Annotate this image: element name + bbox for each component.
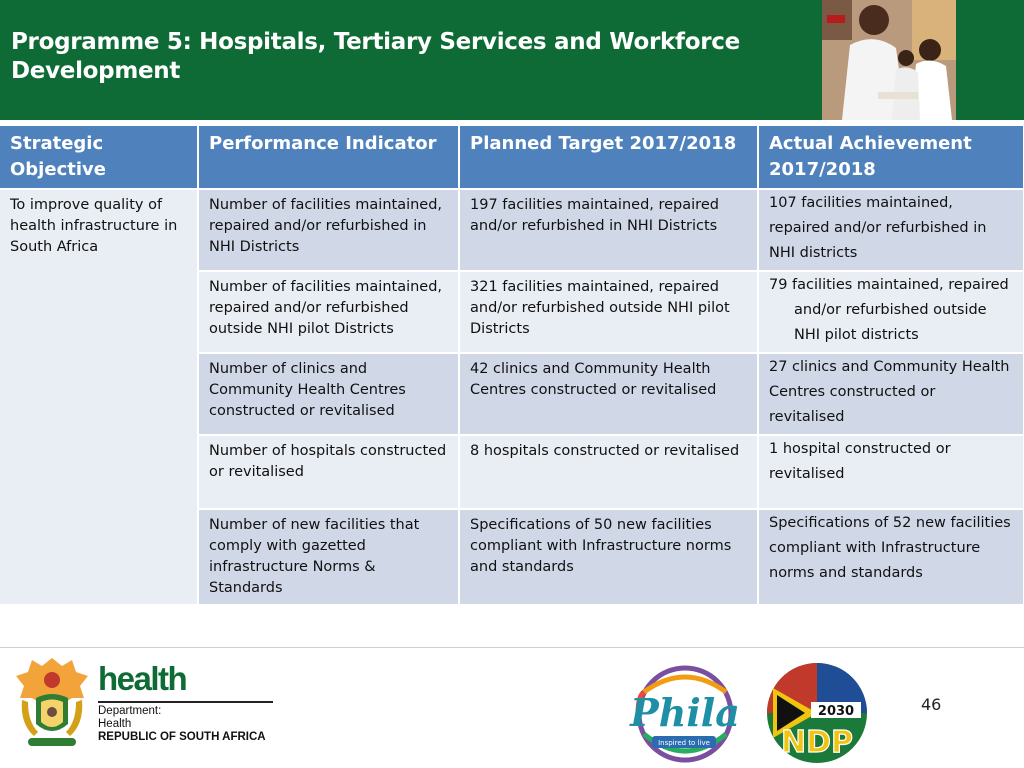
department-logo [14,654,294,754]
title-banner [0,0,1024,120]
indicator-cell: Number of clinics and Community Health Centres constructed or revitalised [198,353,459,435]
actual-cell: Specifications of 52 new facilities compliant with Infrastructure norms and standards [758,509,1024,604]
target-cell: Specifications of 50 new facilities compliant with Infrastructure norms and standards [459,509,758,604]
ndp-wordmark: NDP [781,725,853,760]
header-photo [822,0,956,120]
ndp-year: 2030 [817,704,855,719]
target-cell: 321 facilities maintained, repaired and/or refurbished outside NHI pilot Districts [459,271,758,353]
target-cell: 197 facilities maintained, repaired and/or refurbished in NHI Districts [459,189,758,271]
table-header-row [0,126,1024,189]
indicator-cell: Number of facilities maintained, repaired and/or refurbished in NHI Districts [198,189,459,271]
indicator-cell: Number of new facilities that comply with gazetted infrastructure Norms & Standards [198,509,459,604]
column-header-planned-target: Planned Target 2017/2018 [459,126,758,189]
dept-name: Health [98,718,132,730]
actual-cell: 27 clinics and Community Health Centres constructed or revitalised [758,353,1024,435]
performance-table [0,126,1024,604]
column-header-strategic-objective: Strategic Objective [0,126,198,189]
column-header-actual-achievement: Actual Achievement 2017/2018 [758,126,1024,189]
page-title: Programme 5: Hospitals, Tertiary Services and Workforce Development [11,29,740,84]
actual-cell: 107 facilities maintained, repaired and/or refurbished in NHI districts [758,189,1024,271]
country-name: REPUBLIC OF SOUTH AFRICA [98,731,266,743]
dept-label: Department: [98,705,162,717]
health-wordmark: health [98,660,187,697]
target-cell: 42 clinics and Community Health Centres constructed or revitalised [459,353,758,435]
actual-cell: 79 facilities maintained, repaired and/or refurbished outside NHI pilot districts [758,271,1024,353]
nurse-children-photo [822,0,956,120]
footer-divider [0,647,1024,648]
page-number: 46 [921,695,942,714]
wordmark-underline [98,701,273,703]
table-row [0,189,1024,271]
actual-cell: 1 hospital constructed or revitalised [758,435,1024,509]
coat-of-arms-icon [14,654,90,750]
column-header-performance-indicator: Performance Indicator [198,126,459,189]
strategic-objective-cell: To improve quality of health infrastructure in South Africa [0,189,198,604]
phila-logo [626,664,744,764]
ndp-2030-logo [763,662,871,764]
phila-tagline: Inspired to live [658,739,710,747]
target-cell: 8 hospitals constructed or revitalised [459,435,758,509]
indicator-cell: Number of facilities maintained, repaired and/or refurbished outside NHI pilot Districts [198,271,459,353]
department-text [98,705,266,744]
indicator-cell: Number of hospitals constructed or revitalised [198,435,459,509]
phila-wordmark: Phila [630,690,740,735]
